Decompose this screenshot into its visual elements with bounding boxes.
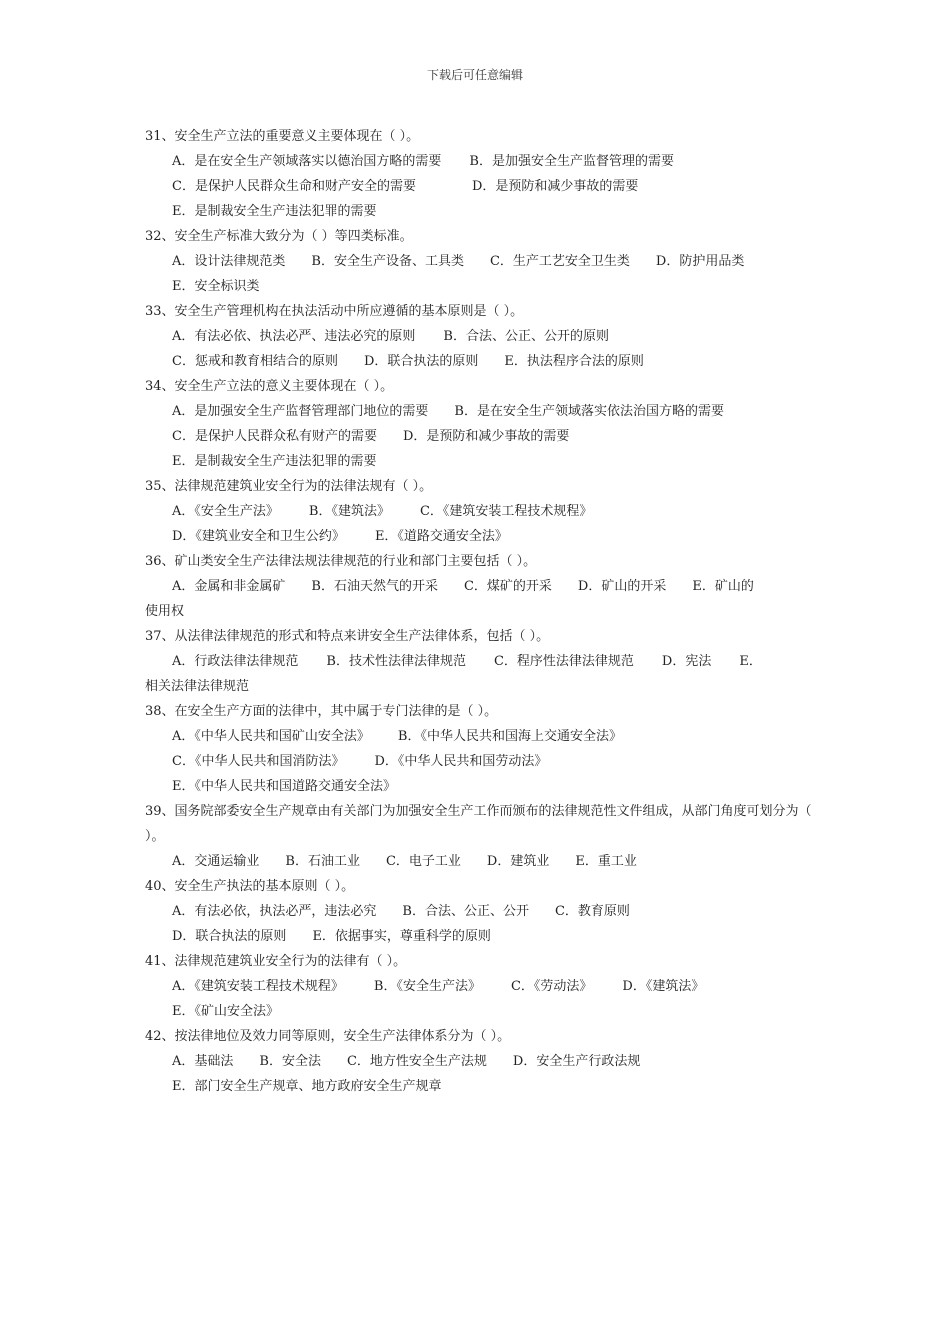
question-stem: 33、安全生产管理机构在执法活动中所应遵循的基本原则是（ ）。 — [145, 304, 524, 319]
option-item: D．建筑业 — [486, 854, 550, 869]
question-38 — [145, 699, 815, 799]
question-stem: 38、在安全生产方面的法律中，其中属于专门法律的是（ ）。 — [145, 704, 498, 719]
question-40 — [145, 874, 815, 949]
option-item: C．地方性安全生产法规 — [346, 1054, 487, 1069]
option-item: E．是制裁安全生产违法犯罪的需要 — [172, 454, 377, 469]
option-row — [145, 924, 815, 949]
option-item: E．是制裁安全生产违法犯罪的需要 — [172, 204, 377, 219]
option-item: A．《安全生产法》 — [172, 504, 279, 519]
question-stem: 35、法律规范建筑业安全行为的法律法规有（ ）。 — [145, 479, 433, 494]
option-row — [145, 249, 815, 274]
option-row — [145, 574, 815, 599]
option-item: D．是预防和减少事故的需要 — [471, 179, 639, 194]
option-row — [145, 899, 815, 924]
option-row — [145, 999, 815, 1024]
option-continuation: 相关法律法律规范 — [145, 679, 250, 694]
option-item: C．是保护人民群众私有财产的需要 — [172, 429, 377, 444]
option-item: A．是在安全生产领域落实以德治国方略的需要 — [172, 154, 442, 169]
option-row — [145, 499, 815, 524]
option-item: E．执法程序合法的原则 — [504, 354, 644, 369]
option-item: A．行政法律法律规范 — [172, 654, 299, 669]
option-item: C．《中华人民共和国消防法》 — [172, 754, 345, 769]
option-item: B．《中华人民共和国海上交通安全法》 — [397, 729, 622, 744]
option-row — [145, 974, 815, 999]
question-36 — [145, 549, 815, 624]
option-row — [145, 449, 815, 474]
question-stem: 42、按法律地位及效力同等原则，安全生产法律体系分为（ ）。 — [145, 1029, 511, 1044]
option-row — [145, 399, 815, 424]
question-32 — [145, 224, 815, 299]
question-stem: 32、安全生产标准大致分为（ ）等四类标准。 — [145, 229, 413, 244]
option-row — [145, 1049, 815, 1074]
option-item: E．安全标识类 — [172, 279, 260, 294]
page-header: 下载后可任意编辑 — [426, 68, 523, 82]
option-item: E．矿山的 — [692, 579, 754, 594]
question-34 — [145, 374, 815, 474]
option-row — [145, 524, 815, 549]
option-item: E．《道路交通安全法》 — [374, 529, 508, 544]
option-item: D．安全生产行政法规 — [512, 1054, 641, 1069]
option-item: B．是在安全生产领域落实依法治国方略的需要 — [454, 404, 724, 419]
option-item: A．金属和非金属矿 — [172, 579, 286, 594]
option-item: C．生产工艺安全卫生类 — [489, 254, 630, 269]
option-item: D．宪法 — [661, 654, 712, 669]
option-item: A．交通运输业 — [172, 854, 260, 869]
option-row — [145, 199, 815, 224]
option-item: C．煤矿的开采 — [463, 579, 552, 594]
option-item: A．《中华人民共和国矿山安全法》 — [172, 729, 370, 744]
option-item: B．石油工业 — [285, 854, 360, 869]
question-33 — [145, 299, 815, 374]
question-39 — [145, 799, 815, 874]
option-row — [145, 724, 815, 749]
option-item: E．依据事实，尊重科学的原则 — [312, 929, 491, 944]
option-item: A．有法必依，执法必严，违法必究 — [172, 904, 377, 919]
option-item: D．《中华人民共和国劳动法》 — [374, 754, 548, 769]
question-31 — [145, 124, 815, 224]
option-item: B．《安全生产法》 — [373, 979, 481, 994]
option-row — [145, 349, 815, 374]
option-item: A．设计法律规范类 — [172, 254, 286, 269]
option-item: B．合法、公正、公开的原则 — [443, 329, 609, 344]
option-item: C．是保护人民群众生命和财产安全的需要 — [172, 179, 416, 194]
option-row — [145, 1074, 815, 1099]
option-item: A．有法必依、执法必严、违法必究的原则 — [172, 329, 416, 344]
option-item: D．矿山的开采 — [577, 579, 667, 594]
option-row — [145, 149, 815, 174]
option-item: D．《建筑业安全和卫生公约》 — [172, 529, 345, 544]
option-item: D．联合执法的原则 — [363, 354, 479, 369]
option-row — [145, 849, 815, 874]
option-item: A．《建筑安装工程技术规程》 — [172, 979, 344, 994]
question-35 — [145, 474, 815, 549]
question-stem: 31、安全生产立法的重要意义主要体现在（ ）。 — [145, 129, 420, 144]
option-item: C．电子工业 — [385, 854, 461, 869]
question-stem: 34、安全生产立法的意义主要体现在（ ）。 — [145, 379, 394, 394]
question-stem: 37、从法律法律规范的形式和特点来讲安全生产法律体系，包括（ ）。 — [145, 629, 550, 644]
option-row — [145, 749, 815, 774]
option-item: B．是加强安全生产监督管理的需要 — [469, 154, 674, 169]
option-row — [145, 649, 815, 674]
option-item: D．联合执法的原则 — [172, 929, 287, 944]
question-list — [145, 124, 815, 1099]
option-item: C．《建筑安装工程技术规程》 — [419, 504, 593, 519]
question-stem: 41、法律规范建筑业安全行为的法律有（ ）。 — [145, 954, 407, 969]
option-item: D．是预防和减少事故的需要 — [402, 429, 570, 444]
option-row — [145, 424, 815, 449]
option-row — [145, 324, 815, 349]
question-42 — [145, 1024, 815, 1099]
option-item: A．基础法 — [172, 1054, 234, 1069]
option-item: B．技术性法律法律规范 — [326, 654, 466, 669]
option-item: B．安全法 — [259, 1054, 321, 1069]
option-item: E．《中华人民共和国道路交通安全法》 — [172, 779, 396, 794]
option-continuation: 使用权 — [145, 604, 185, 619]
question-stem: 40、安全生产执法的基本原则（ ）。 — [145, 879, 355, 894]
option-item: C．《劳动法》 — [510, 979, 593, 994]
option-item: D．《建筑法》 — [622, 979, 705, 994]
question-stem: 36、矿山类安全生产法律法规法律规范的行业和部门主要包括（ ）。 — [145, 554, 537, 569]
option-row — [145, 774, 815, 799]
option-item: E．部门安全生产规章、地方政府安全生产规章 — [172, 1079, 442, 1094]
option-item: B．合法、公正、公开 — [402, 904, 529, 919]
option-item: C．惩戒和教育相结合的原则 — [172, 354, 338, 369]
option-item: E．重工业 — [575, 854, 637, 869]
option-item: C．教育原则 — [554, 904, 630, 919]
option-item: E． — [739, 654, 762, 669]
question-41 — [145, 949, 815, 1024]
option-item: B．安全生产设备、工具类 — [311, 254, 464, 269]
option-row — [145, 174, 815, 199]
option-item: B．石油天然气的开采 — [311, 579, 438, 594]
option-item: A．是加强安全生产监督管理部门地位的需要 — [172, 404, 429, 419]
option-item: B．《建筑法》 — [308, 504, 390, 519]
question-stem: 39、国务院部委安全生产规章由有关部门为加强安全生产工作而颁布的法律规范性文件组成，从部门角度可划分为（ ）。 — [145, 804, 812, 844]
option-item: E．《矿山安全法》 — [172, 1004, 279, 1019]
option-item: C．程序性法律法律规范 — [493, 654, 634, 669]
option-row — [145, 274, 815, 299]
option-item: D．防护用品类 — [655, 254, 745, 269]
question-37 — [145, 624, 815, 699]
